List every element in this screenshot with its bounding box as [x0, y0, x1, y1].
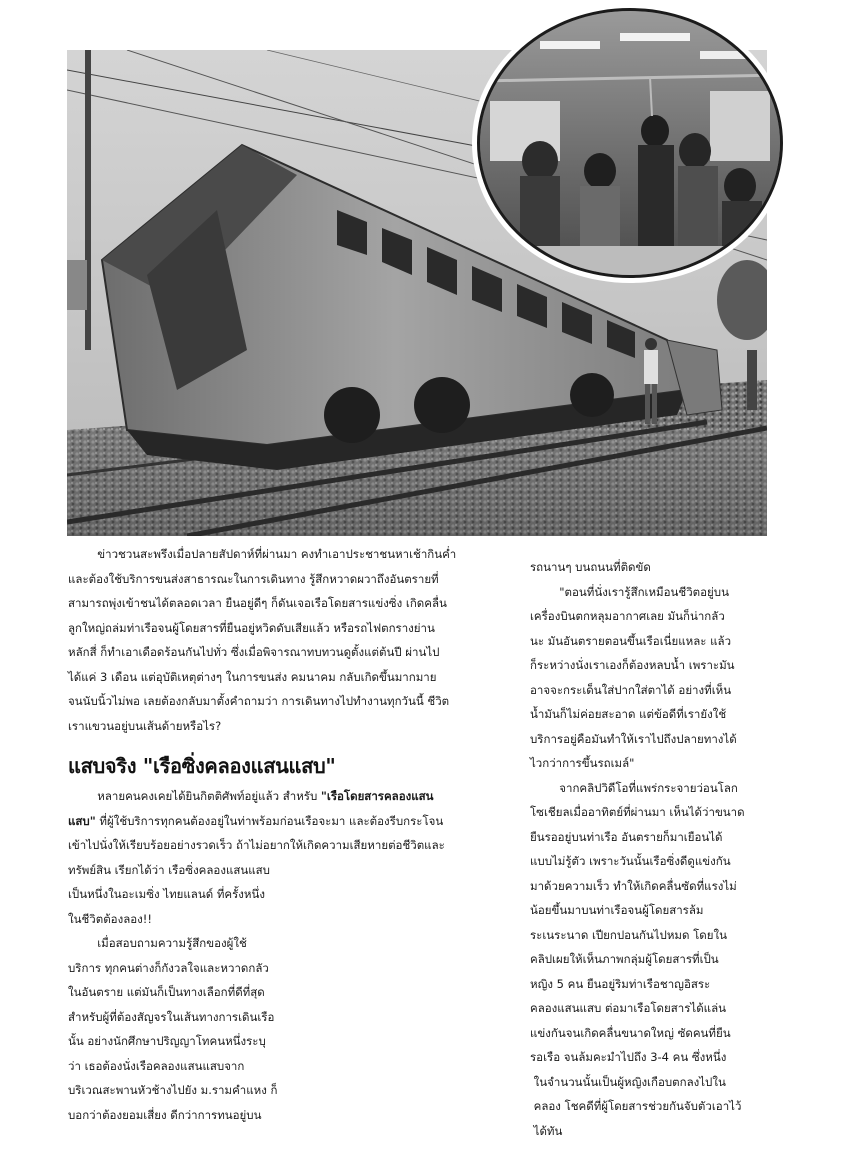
- paragraph-line: อาจจะกระเด็นใส่ปากใส่ตาได้ อย่างที่เห็น: [530, 682, 732, 697]
- section-heading: แสบจริง "เรือซิ่งคลองแสนแสบ": [68, 754, 336, 778]
- paragraph-line: สามารถพุ่งเข้าชนได้ตลอดเวลา ยืนอยู่ดีๆ ก็ดันเจอเรือโดยสารแข่งซิ่ง เกิดคลื่น: [68, 596, 447, 610]
- paragraph-line: ข่าวชวนสะพรึงเมื่อปลายสัปดาห์ที่ผ่านมา คงทำเอาประชาชนหาเช้ากินค่ำ: [68, 547, 457, 561]
- article-left-column: [68, 542, 513, 1127]
- paragraph-line: จากคลิปวิดีโอที่แพร่กระจายว่อนโลก: [530, 780, 738, 795]
- paragraph-line: ในอันตราย แต่มันก็เป็นทางเลือกที่ดีที่สุด: [68, 985, 265, 999]
- paragraph-line: รถนานๆ บนถนนที่ติดขัด: [530, 560, 651, 574]
- paragraph-line: น้อยขึ้นมาบนท่าเรือจนผู้โดยสารล้ม: [530, 903, 704, 917]
- crowded-train-interior-photo: [477, 8, 783, 278]
- paragraph-line: คลิปเผยให้เห็นภาพกลุ่มผู้โดยสารที่เป็น: [530, 952, 719, 966]
- paragraph-line: เมื่อสอบถามความรู้สึกของผู้ใช้: [68, 936, 247, 950]
- paragraph-line: นั้น อย่างนักศึกษาปริญญาโทคนหนึ่งระบุ: [68, 1034, 266, 1048]
- paragraph-line: ในจำนวนนั้นเป็นผู้หญิงเกือบตกลงไปใน: [530, 1074, 726, 1089]
- paragraph-line: ก็ระหว่างนั่งเราเองก็ต้องหลบน้ำ เพราะมัน: [530, 658, 735, 672]
- paragraph-line: คลอง โชคดีที่ผู้โดยสารช่วยกันจับตัวเอาไว้: [530, 1099, 742, 1113]
- paragraph-line: น้ำมันก็ไม่ค่อยสะอาด แต่ข้อดีที่เรายังใช้: [530, 707, 727, 721]
- paragraph-line: ระเนระนาด เปียกปอนกันไปหมด โดยใน: [530, 927, 727, 942]
- paragraph-line: ไวกว่าการขึ้นรถเมล์": [530, 756, 635, 770]
- paragraph-line: เครื่องบินตกหลุมอากาศเลย มันก็น่ากลัว: [530, 609, 725, 623]
- paragraph-text: ที่ผู้ใช้บริการทุกคนต้องอยู่ในท่าพร้อมก่อนเรือจะมา และต้องรีบกระโจน: [95, 813, 444, 828]
- paragraph-line: เป็นหนึ่งในอะเมซิ่ง ไทยแลนด์ ที่ครั้งหนึ่ง: [68, 887, 265, 901]
- paragraph-line: และต้องใช้บริการขนส่งสาธารณะในการเดินทาง รู้สึกหวาดผวาถึงอันตรายที่: [68, 571, 439, 586]
- boat-name-bold: แสบ": [68, 813, 96, 828]
- paragraph-line: หญิง 5 คน ยืนอยู่ริมท่าเรือชาญอิสระ: [530, 976, 711, 991]
- paragraph-line: แบบไม่รู้ตัว เพราะวันนั้นเรือซิ่งดีดูแข่งกัน: [530, 854, 731, 868]
- paragraph-line: บริการ ทุกคนต่างก็กังวลใจและหวาดกลัว: [68, 960, 269, 975]
- paragraph-line: ยืนรออยู่บนท่าเรือ อันตรายก็มาเยือนได้: [530, 829, 723, 844]
- paragraph-line: เราแขวนอยู่บนเส้นด้ายหรือไร?: [68, 718, 222, 733]
- paragraph-line: มาด้วยความเร็ว ทำให้เกิดคลื่นซัดที่แรงไม่: [530, 878, 737, 893]
- paragraph-line: ได้ทัน: [530, 1123, 563, 1138]
- paragraph-line: โซเชียลเมื่ออาทิตย์ที่ผ่านมา เห็นได้ว่าขนาด: [530, 805, 745, 819]
- article-right-column: [530, 555, 785, 1143]
- paragraph-line: ลูกใหญ่ถล่มท่าเรือจนผู้โดยสารที่ยืนอยู่หวิดดับเสียแล้ว หรือรถไฟตกรางย่าน: [68, 620, 435, 635]
- paragraph-line: ว่า เธอต้องนั่งเรือคลองแสนแสบจาก: [68, 1058, 245, 1073]
- paragraph-text: หลายคนคงเคยได้ยินกิตติศัพท์อยู่แล้ว สำหรับ: [68, 789, 321, 803]
- paragraph-line: บริการอยู่คือมันทำให้เราไปถึงปลายทางได้: [530, 731, 737, 746]
- paragraph-line: บริเวณสะพานหัวช้างไปยัง ม.รามคำแหง ก็: [68, 1083, 278, 1097]
- paragraph-line: เข้าไปนั่งให้เรียบร้อยอย่างรวดเร็ว ถ้าไม่อยากให้เกิดความเสียหายต่อชีวิตและ: [68, 838, 445, 852]
- boat-name-bold: "เรือโดยสารคลองแสน: [320, 789, 434, 803]
- paragraph-line: ในชีวิตต้องลอง!!: [68, 911, 152, 926]
- paragraph-line: บอกว่าต้องยอมเสี่ยง ดีกว่าการทนอยู่บน: [68, 1107, 262, 1122]
- paragraph-line: สำหรับผู้ที่ต้องสัญจรในเส้นทางการเดินเรือ: [68, 1009, 275, 1024]
- paragraph-line: รอเรือ จนล้มคะมำไปถึง 3-4 คน ซึ่งหนึ่ง: [530, 1050, 727, 1064]
- paragraph-line: คลองแสนแสบ ต่อมาเรือโดยสารได้แล่น: [530, 1001, 726, 1015]
- paragraph-line: ได้แค่ 3 เดือน แต่อุบัติเหตุต่างๆ ในการขนส่ง คมนาคม กลับเกิดขึ้นมากมาย: [68, 669, 437, 684]
- paragraph-line: [68, 784, 513, 809]
- paragraph-line: จนนับนิ้วไม่พอ เลยต้องกลับมาตั้งคำถามว่า การเดินทางไปทำงานทุกวันนี้ ชีวิต: [68, 694, 450, 708]
- paragraph-line: [68, 809, 513, 834]
- paragraph-line: แข่งกันจนเกิดคลื่นขนาดใหญ่ ซัดคนที่ยืน: [530, 1025, 731, 1040]
- paragraph-line: หลักสี่ ก็ทำเอาเดือดร้อนกันไปทั่ว ซึ่งเมื่อพิจารณาทบทวนดูตั้งแต่ต้นปี ผ่านไป: [68, 645, 440, 659]
- paragraph-line: ทรัพย์สิน เรียกได้ว่า เรือซิ่งคลองแสนแสบ: [68, 862, 270, 877]
- paragraph-line: นะ มันอันตรายตอนขึ้นเรือเนี่ยแหละ แล้ว: [530, 633, 732, 648]
- paragraph-line: "ตอนที่นั่งเรารู้สึกเหมือนชีวิตอยู่บน: [530, 584, 729, 599]
